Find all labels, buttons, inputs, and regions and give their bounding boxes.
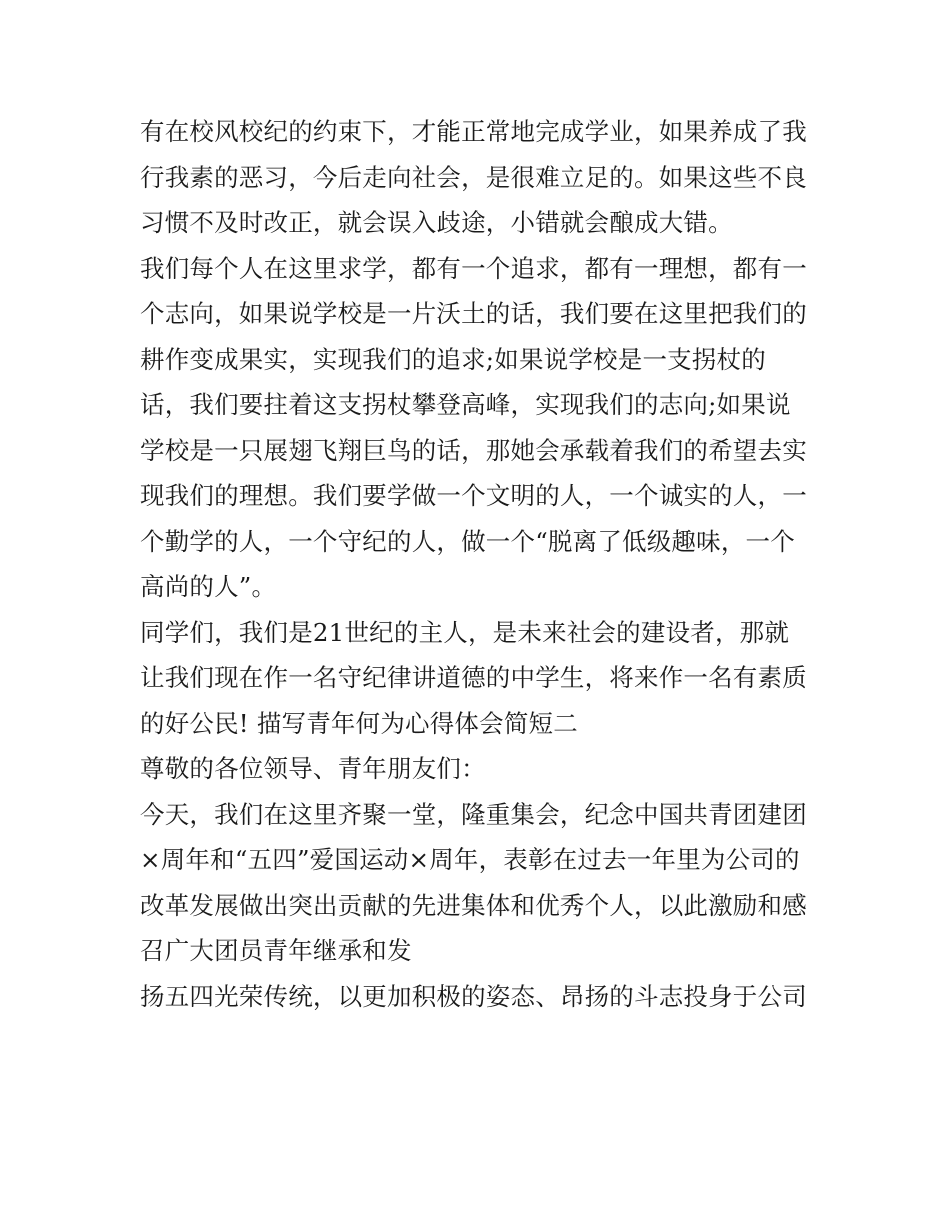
text-line: 我们每个人在这里求学，都有一个追求，都有一理想，都有一 [140, 253, 807, 283]
text-line: 让我们现在作一名守纪律讲道德的中学生，将来作一名有素质 [140, 663, 807, 692]
text-line: 个志向，如果说学校是一片沃土的话，我们要在这里把我们的 [140, 299, 807, 328]
text-line: 改革发展做出突出贡献的先进集体和优秀个人，以此激励和感 [140, 890, 807, 920]
text-line: 话，我们要拄着这支拐杖攀登高峰，实现我们的志向;如果说 [140, 390, 791, 419]
text-line: 的好公民! 描写青年何为心得体会简短二 [140, 708, 578, 738]
text-line: 行我素的恶习，今后走向社会，是很难立足的。如果这些不良 [140, 162, 807, 192]
text-line: 现我们的理想。我们要学做一个文明的人，一个诚实的人，一 [140, 481, 807, 510]
text-line: 今天，我们在这里齐聚一堂，隆重集会，纪念中国共青团建团 [140, 799, 807, 829]
text-line: 尊敬的各位领导、青年朋友们： [140, 754, 486, 783]
body-text [140, 109, 820, 1019]
text-line: 习惯不及时改正，就会误入歧途，小错就会酿成大错。 [140, 208, 733, 237]
text-line: 耕作变成果实，实现我们的追求;如果说学校是一支拐杖的 [140, 344, 766, 374]
text-line: 同学们，我们是21世纪的主人，是未来社会的建设者，那就 [140, 617, 790, 647]
text-line: 召广大团员青年继承和发 [140, 936, 412, 965]
text-line: 有在校风校纪的约束下，才能正常地完成学业，如果养成了我 [140, 117, 807, 146]
text-line: 高尚的人”。 [140, 572, 277, 601]
text-line: 学校是一只展翅飞翔巨鸟的话，那她会承载着我们的希望去实 [140, 435, 807, 465]
text-line: 个勤学的人，一个守纪的人，做一个“脱离了低级趣味，一个 [140, 526, 795, 556]
text-line: 扬五四光荣传统，以更加积极的姿态、昂扬的斗志投身于公司 [140, 981, 807, 1011]
text-line: ×周年和“五四”爱国运动×周年，表彰在过去一年里为公司的 [140, 845, 800, 874]
